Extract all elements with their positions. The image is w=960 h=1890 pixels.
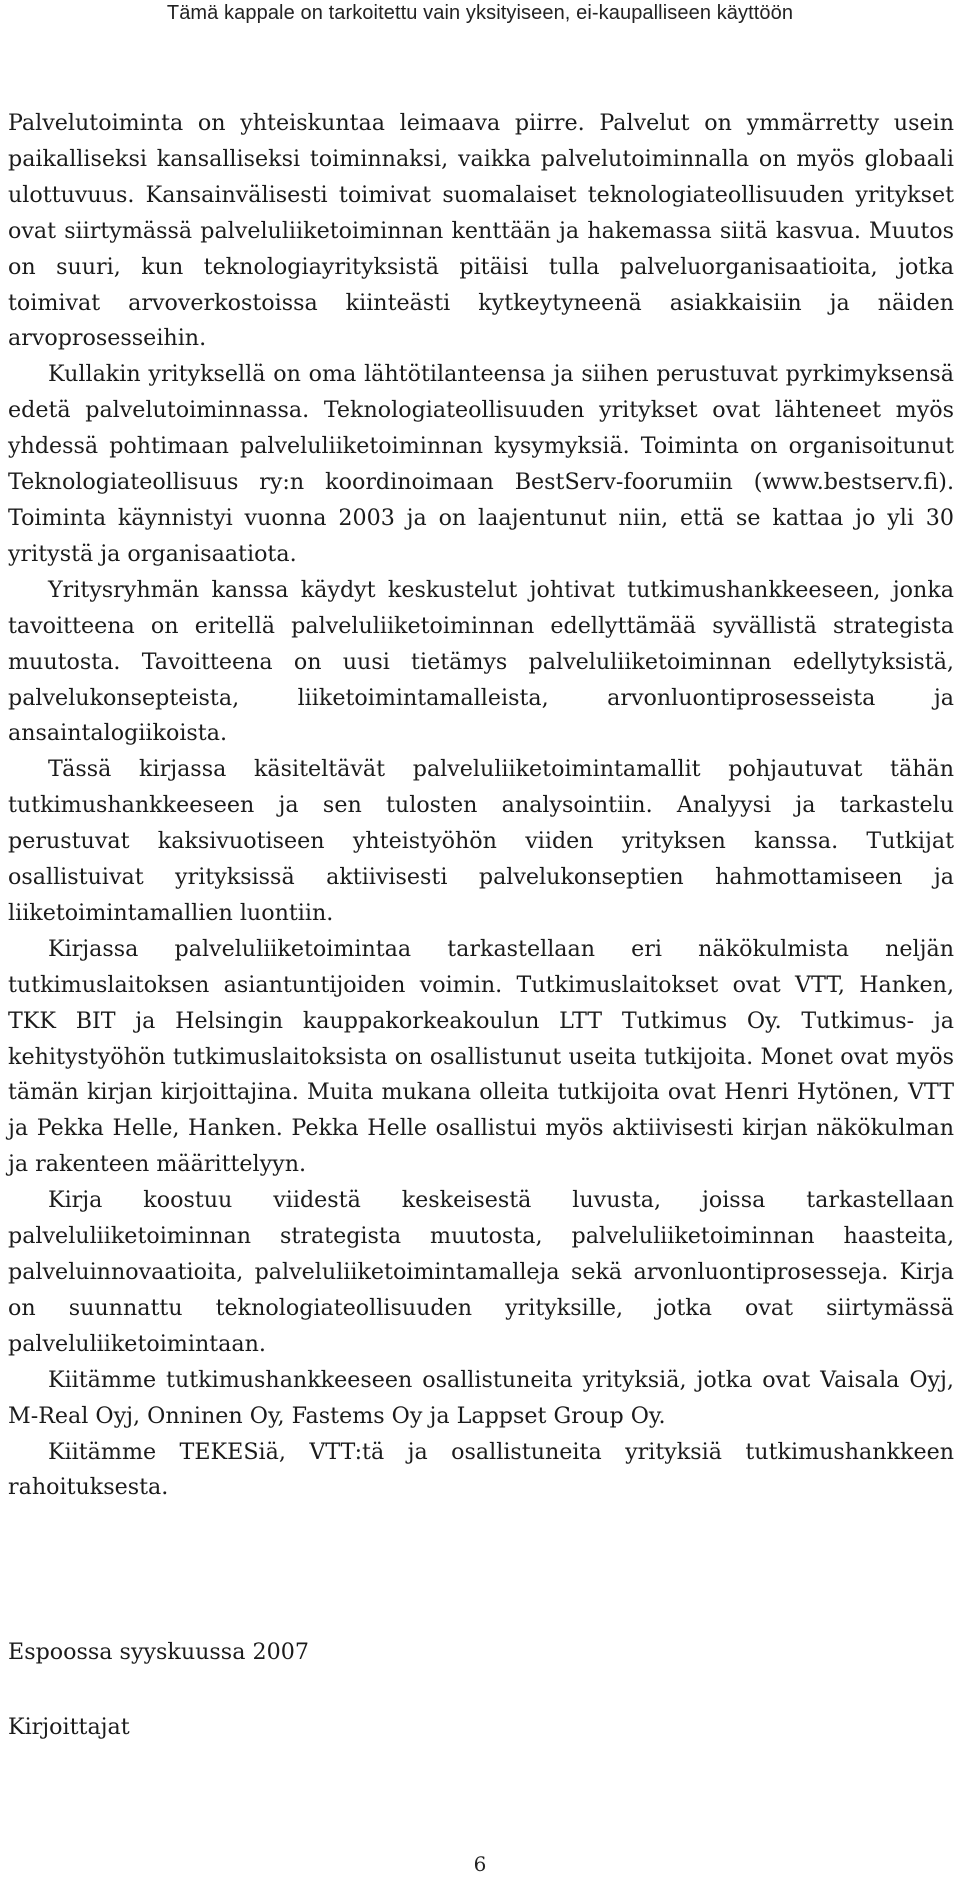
- paragraph: Yritysryhmän kanssa käydyt keskustelut johtivat tutkimushankkeeseen, jonka tavoitteena on eritellä palveluliiketoiminnan edellyttämää syvällistä strategista muutosta. Tavoitteena on uusi tietämys palveluliiketoiminnan edellytyksistä, palvelukonsepteista, liiketoimintamalleista, arvonluontiprosesseista ja ansaintalogiikoista.: [8, 576, 954, 747]
- paragraph: Kirjassa palveluliiketoimintaa tarkastellaan eri näkökulmista neljän tutkimuslaitoksen asiantuntijoiden voimin. Tutkimuslaitokset ovat VTT, Hanken, TKK BIT ja Helsingin kauppakorkeakoulun LTT Tutkimus Oy. Tutkimus- ja kehitystyöhön tutkimuslaitoksista on osallistunut useita tutkijoita. Monet ovat myös tämän kirjan kirjoittajina. Muita mukana olleita tutkijoita ovat Henri Hytönen, VTT ja Pekka Helle, Hanken. Pekka Helle osallistui myös aktiivisesti kirjan näkökulman ja rakenteen määrittelyyn.: [8, 935, 954, 1178]
- signature: Kirjoittajat: [8, 1714, 130, 1740]
- paragraph: Kullakin yrityksellä on oma lähtötilanteensa ja siihen perustuvat pyrkimyksensä edetä palvelutoiminnassa. Teknologiateollisuuden yritykset ovat lähteneet myös yhdessä pohtimaan palveluliiketoiminnan kysymyksiä. Toiminta on organisoitunut Teknologiateollisuus ry:n koordinoimaan BestServ-foorumiin (www.bestserv.fi). Toiminta käynnistyi vuonna 2003 ja on laajentunut niin, että se kattaa jo yli 30 yritystä ja organisaatiota.: [8, 361, 954, 567]
- paragraph: Palvelutoiminta on yhteiskuntaa leimaava piirre. Palvelut on ymmärretty usein paikalliseksi kansalliseksi toiminnaksi, vaikka palvelutoiminnalla on myös globaali ulottuvuus. Kansainvälisesti toimivat suomalaiset teknologiateollisuuden yritykset ovat siirtymässä palveluliiketoiminnan kenttään ja hakemassa siitä kasvua. Muutos on suuri, kun teknologiayrityksistä pitäisi tulla palveluorganisaatioita, jotka toimivat arvoverkostoissa kiinteästi kytkeytyneenä asiakkaisiin ja näiden arvoprosesseihin.: [8, 110, 954, 352]
- paragraph: Tässä kirjassa käsiteltävät palveluliiketoimintamallit pohjautuvat tähän tutkimushankkeeseen ja sen tulosten analysointiin. Analyysi ja tarkastelu perustuvat kaksivuotiseen yhteistyöhön viiden yrityksen kanssa. Tutkijat osallistuivat yrityksissä aktiivisesti palvelukonseptien hahmottamiseen ja liiketoimintamallien luontiin.: [8, 756, 954, 926]
- page-number: 6: [473, 1852, 487, 1876]
- body-text: [8, 106, 954, 1506]
- paragraph: Kiitämme TEKESiä, VTT:tä ja osallistuneita yrityksiä tutkimushankkeen rahoituksesta.: [8, 1438, 954, 1501]
- paragraph: Kiitämme tutkimushankkeeseen osallistuneita yrityksiä, jotka ovat Vaisala Oyj, M-Real Oyj, Onninen Oy, Fastems Oy ja Lappset Group Oy.: [8, 1366, 954, 1429]
- paragraph: Kirja koostuu viidestä keskeisestä luvusta, joissa tarkastellaan palveluliiketoiminnan strategista muutosta, palveluliiketoiminnan haasteita, palveluinnovaatioita, palveluliiketoimintamalleja sekä arvonluontiprosesseja. Kirja on suunnattu teknologiateollisuuden yrityksille, jotka ovat siirtymässä palveluliiketoimintaan.: [8, 1187, 954, 1357]
- place-date: Espoossa syyskuussa 2007: [8, 1639, 309, 1665]
- usage-notice: Tämä kappale on tarkoitettu vain yksityiseen, ei-kaupalliseen käyttöön: [166, 2, 794, 24]
